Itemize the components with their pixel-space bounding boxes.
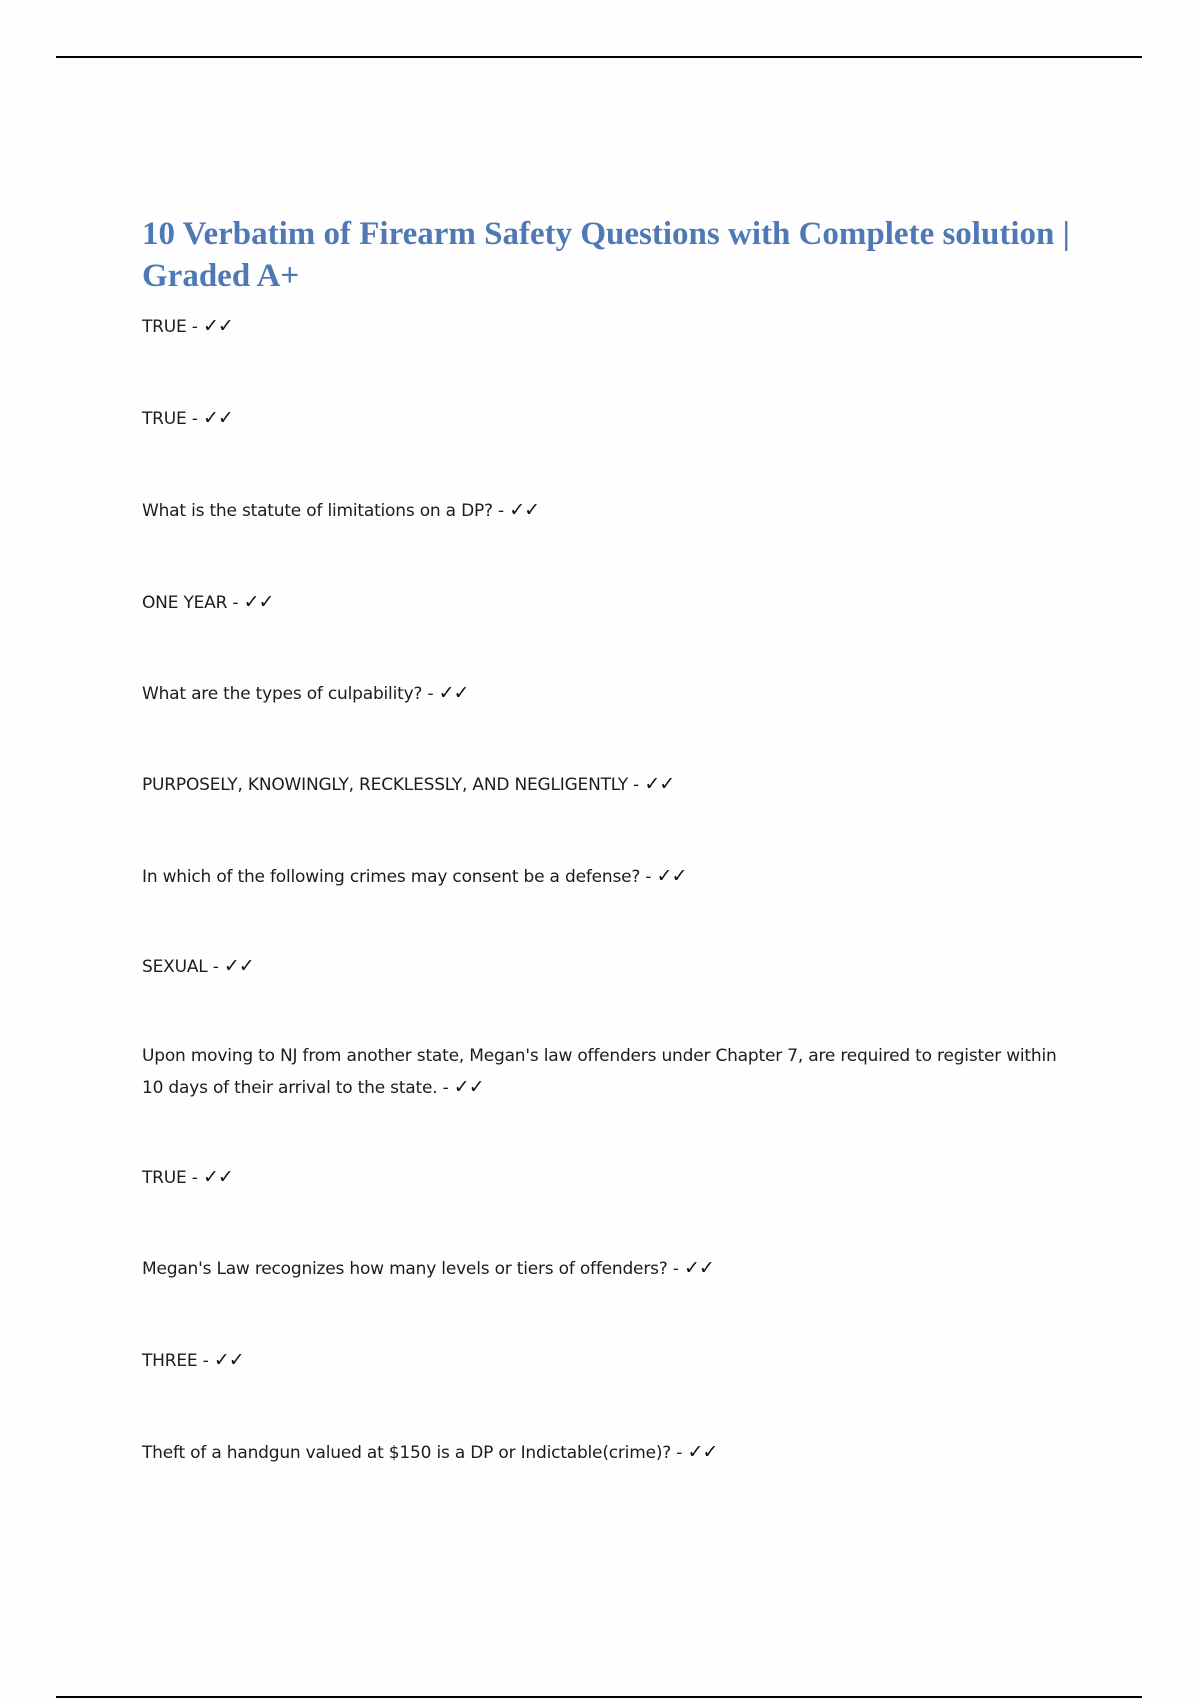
double-check-icon: ✓✓ <box>644 773 675 795</box>
qa-line <box>142 495 1072 527</box>
qa-line <box>142 1041 1072 1104</box>
qa-text: What are the types of culpability? - <box>142 684 434 704</box>
qa-line <box>142 403 1072 435</box>
qa-line <box>142 678 1072 710</box>
qa-line <box>142 951 1072 983</box>
qa-line <box>142 1345 1072 1377</box>
qa-line <box>142 1437 1072 1469</box>
qa-line <box>142 861 1072 893</box>
qa-text: TRUE - <box>142 317 198 337</box>
double-check-icon: ✓✓ <box>656 865 687 887</box>
document-title: 10 Verbatim of Firearm Safety Questions with Complete solution | Graded A+ <box>142 216 1070 294</box>
qa-text: SEXUAL - <box>142 957 219 977</box>
qa-line <box>142 1162 1072 1194</box>
double-check-icon: ✓✓ <box>243 591 274 613</box>
qa-text: In which of the following crimes may consent be a defense? - <box>142 867 652 887</box>
qa-text: What is the statute of limitations on a DP? - <box>142 501 504 521</box>
double-check-icon: ✓✓ <box>202 1166 233 1188</box>
double-check-icon: ✓✓ <box>509 499 540 521</box>
qa-line <box>142 769 1072 801</box>
qa-line <box>142 1253 1072 1285</box>
qa-line <box>142 587 1072 619</box>
qa-text: TRUE - <box>142 409 198 429</box>
double-check-icon: ✓✓ <box>683 1257 714 1279</box>
qa-text: PURPOSELY, KNOWINGLY, RECKLESSLY, AND NEGLIGENTLY - <box>142 775 640 795</box>
qa-text: TRUE - <box>142 1168 198 1188</box>
qa-line <box>142 311 1072 343</box>
qa-text: Megan's Law recognizes how many levels or tiers of offenders? - <box>142 1259 679 1279</box>
double-check-icon: ✓✓ <box>202 315 233 337</box>
double-check-icon: ✓✓ <box>687 1441 718 1463</box>
qa-text: ONE YEAR - <box>142 593 239 613</box>
double-check-icon: ✓✓ <box>202 407 233 429</box>
header-rule <box>56 56 1142 58</box>
qa-text: Theft of a handgun valued at $150 is a DP or Indictable(crime)? - <box>142 1443 683 1463</box>
footer-rule <box>56 1696 1142 1698</box>
double-check-icon: ✓✓ <box>438 682 469 704</box>
double-check-icon: ✓✓ <box>213 1349 244 1371</box>
double-check-icon: ✓✓ <box>223 955 254 977</box>
qa-text: Upon moving to NJ from another state, Megan's law offenders under Chapter 7, are required to register within 10 days of their arrival to the state. - <box>142 1046 1057 1098</box>
double-check-icon: ✓✓ <box>453 1076 484 1098</box>
qa-text: THREE - <box>142 1351 209 1371</box>
